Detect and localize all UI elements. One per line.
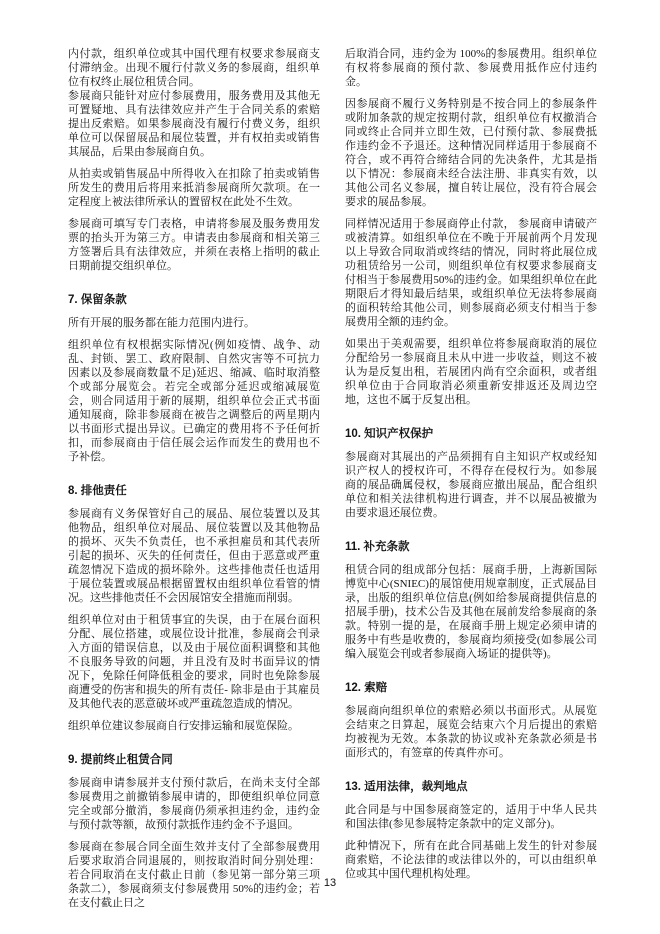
section-heading-10: 10. 知识产权保护 (345, 428, 434, 440)
section-heading-7: 7. 保留条款 (68, 294, 127, 306)
left-column (68, 47, 320, 910)
paragraph: 同样情况适用于参展商停止付款， 参展商申请破产或被清算。如组织单位在不晚于开展前两个月发现以上导致合同取消或终结的情况，同时将此展位成功租赁给另一公司，则组织单位有权要求参展商支付相当于参展费用50%的违约金。如果组织单位在此期限后才得知最后结果，或组织单位无法将参展商的面积转给其他公司，则参展商必须支付相当于参展费用全额的违约金。 (345, 218, 597, 328)
paragraph: 此合同是与中国参展商签定的，适用于中华人民共和国法律(参见参展特定条款中的定义部分)。 (345, 804, 597, 830)
paragraph: 因参展商不履行义务特别是不按合同上的参展条件或附加条款的规定按期付款，组织单位有权撤消合同或终止合同并立即生效，已付预付款、参展费抵作违约金不予退还。这种情况同样适用于参展商不符合，或不再符合缔结合同的先决条件，尤其是指以下情况：参展商未经合法注册、非真实有效，以其他公司名义参展，擅自转让展位，没有符合展会要求的展品参展。 (345, 98, 597, 208)
paragraph: 参展商对其展出的产品须拥有自主知识产权或经知识产权人的授权许可，不得存在侵权行为。如参展商的展品确属侵权，参展商应撤出展品，配合组织单位和相关法律机构进行调查，并不以展品被撤为由要求退还展位费。 (345, 451, 597, 519)
paragraph: 租赁合同的组成部分包括：展商手册，上海新国际博览中心(SNIEC)的展馆使用规章制度，正式展品目录，出版的组织单位信息(例如给参展商提供信息的招展手册)，技术公告及其他在展前发给参展商的条款。特别一提的是，在展商手册上规定必须申请的服务中有些是收费的，参展商均须接受(如参展公司编入展览会刊或者参展商入场证的提供等)。 (345, 564, 597, 660)
paragraph: 后取消合同，违约金为 100%的参展费用。组织单位有权将参展商的预付款、参展费用抵作应付违约金。 (345, 48, 597, 88)
section-heading-12: 12. 索赔 (345, 682, 388, 694)
section-heading-8: 8. 排他责任 (68, 485, 127, 497)
right-column (345, 47, 597, 910)
section-heading-9: 9. 提前终止租赁合同 (68, 754, 173, 766)
paragraph: 参展商只能针对应付参展费用，服务费用及其他无可置疑地、具有法律效应并产生于合同关系的索赔提出反索赔。如果参展商没有履行付费义务，组织单位可以保留展品和展位装置，并有权拍卖或销售其展品，后果由参展商自负。 (68, 90, 320, 158)
paragraph: 如果出于美观需要，组织单位将参展商取消的展位分配给另一参展商且未从中进一步收益，则这不被认为是反复出租，若展团内尚有空余面积，或者组织单位由于合同取消必须重新安排返还及周边空地，这也不属于反复出租。 (345, 338, 597, 406)
paragraph: 从拍卖或销售展品中所得收入在扣除了拍卖或销售所发生的费用后将用来抵消参展商所欠款项。在一定程度上被法律所承认的置留权在此处不生效。 (68, 168, 320, 208)
paragraph: 所有开展的服务都在能力范围内进行。 (68, 317, 255, 329)
paragraph: 内付款，组织单位或其中国代理有权要求参展商支付滞纳金。出现不履行付款义务的参展商，组织单位有权终止展位租赁合同。 (68, 48, 320, 88)
section-heading-11: 11. 补充条款 (345, 541, 410, 553)
paragraph: 参展商有义务保管好自己的展品、展位装置以及其他物品，组织单位对展品、展位装置以及其他物品的损坏、灭失不负责任，也不承担雇员和其代表所引起的损坏、灭失的任何责任，但由于恶意或严重疏忽情况下造成的损坏除外。这些排他责任也适用于展位装置或展品根据留置权由组织单位看管的情况。这些排他责任不会因展馆安全措施而削弱。 (68, 508, 320, 604)
paragraph: 参展商可填写专门表格，申请将参展及服务费用发票的抬头开为第三方。申请表由参展商和相关第三方签署后具有法律效应，并须在表格上指明的截止日期前提交组织单位。 (68, 218, 320, 272)
paragraph: 此种情况下，所有在此合同基础上发生的针对参展商索赔，不论法律的或法律以外的，可以由组织单位或其中国代理机构处理。 (345, 840, 597, 880)
section-heading-13: 13. 适用法律，裁判地点 (345, 781, 468, 793)
paragraph: 组织单位建议参展商自行安排运输和展览保险。 (68, 720, 299, 732)
paragraph: 组织单位对由于租赁事宜的失误，由于在展台面积分配、展位搭建，或展位设计批准，参展商会刊录入方面的错误信息，以及由于展位面积调整和其他不良服务导致的问题，并且没有及时书面异议的情况下，免除任何降低租金的要求，同时也免除参展商遭受的伤害和损失的所有责任- 除非是由于其雇员及其他代表的恶意破坏或严重疏忽造成的情况。 (68, 614, 320, 710)
page-number: 13 (323, 877, 337, 889)
page-content (68, 47, 597, 910)
paragraph: 组织单位有权根据实际情况(例如疫情、战争、动乱、封锁、罢工、政府限制、自然灾害等不可抗力因素以及参展商数量不足)延迟、缩减、临时取消整个或部分展览会。若完全或部分延迟或缩减展览会，则合同适用于新的展期，组织单位会正式书面通知展商，除非参展商在被告之调整后的两星期内以书面形式提出异议。已确定的费用将不予任何折扣，而参展商由于信任展会运作而发生的费用也不予补偿。 (68, 339, 320, 463)
paragraph: 参展商向组织单位的索赔必须以书面形式。从展览会结束之日算起，展览会结束六个月后提出的索赔均被视为无效。本条款的协议或补充条款必须是书面形式的，有签章的传真件亦可。 (345, 705, 597, 759)
paragraph: 参展商在参展合同全面生效并支付了全部参展费用后要求取消合同退展的，则按取消时间分别处理：若合同取消在支付截止日前（参见第一部分第三项条款二），参展商须支付参展费用 50%的违约金；若在支付截止日之 (68, 841, 320, 909)
paragraph: 参展商申请参展并支付预付款后，在尚未支付全部参展费用之前撤销参展申请的，即使组织单位同意完全或部分撤消，参展商仍须承担违约金，违约金与预付款等额，故预付款抵作违约金不予退回。 (68, 777, 320, 831)
